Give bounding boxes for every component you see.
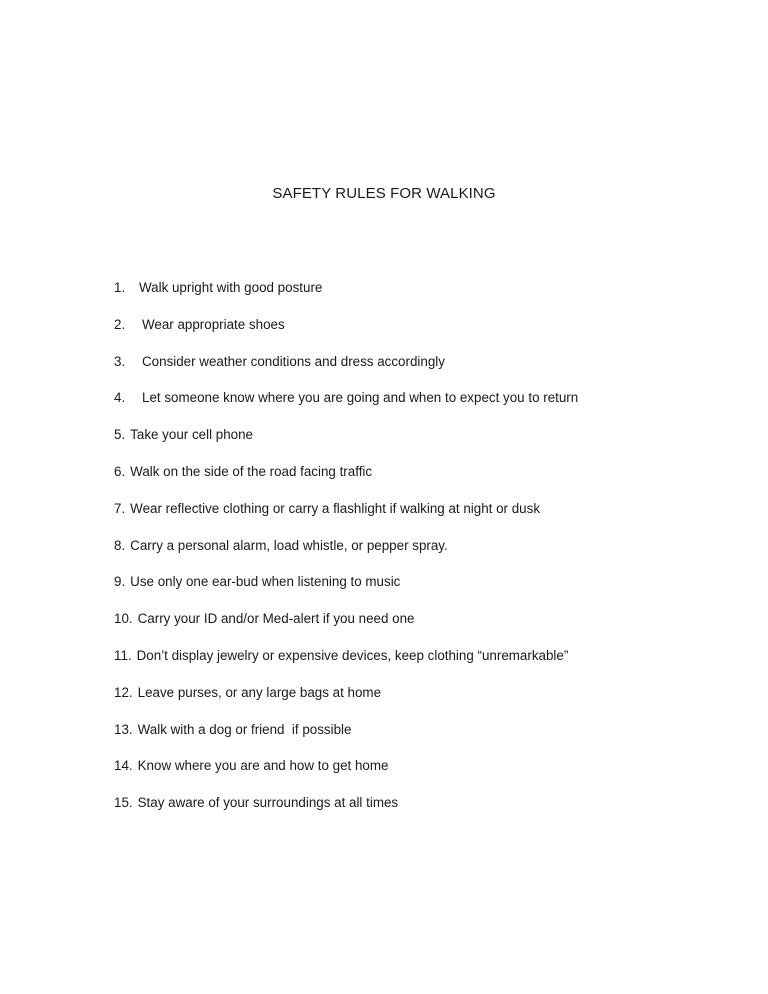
list-item bbox=[114, 352, 578, 389]
list-item bbox=[114, 278, 578, 315]
list-item-number: 8. bbox=[114, 537, 126, 553]
list-item-text: Take your cell phone bbox=[130, 427, 253, 443]
list-item-number: 5. bbox=[114, 427, 126, 443]
list-item-number: 9. bbox=[114, 574, 126, 590]
list-item-text: Walk on the side of the road facing traffic bbox=[130, 463, 373, 479]
safety-rules-list bbox=[114, 278, 578, 830]
list-item-number: 2. bbox=[114, 316, 126, 332]
list-item-text: Let someone know where you are going and when to expect you to return bbox=[142, 390, 579, 406]
list-item bbox=[114, 609, 578, 646]
list-item-number: 14. bbox=[114, 758, 133, 774]
list-item bbox=[114, 536, 578, 573]
page-title: SAFETY RULES FOR WALKING bbox=[272, 185, 496, 202]
list-item bbox=[114, 388, 578, 425]
list-item-text: Walk upright with good posture bbox=[139, 280, 323, 295]
list-item-number: 12. bbox=[114, 684, 133, 700]
list-item-number: 15. bbox=[114, 795, 133, 811]
list-item-number: 1. bbox=[114, 280, 126, 295]
list-item bbox=[114, 425, 578, 462]
list-item-text: Walk with a dog or friend if possible bbox=[137, 721, 352, 737]
list-item-number: 4. bbox=[114, 390, 126, 406]
list-item-number: 13. bbox=[114, 721, 133, 737]
list-item bbox=[114, 720, 578, 757]
list-item-text: Know where you are and how to get home bbox=[137, 758, 389, 774]
list-item bbox=[114, 793, 578, 830]
list-item-text: Stay aware of your surroundings at all times bbox=[137, 795, 399, 811]
list-item-number: 11. bbox=[114, 647, 132, 663]
list-item-text: Wear appropriate shoes bbox=[142, 316, 285, 332]
list-item-text: Leave purses, or any large bags at home bbox=[137, 684, 382, 700]
list-item-text: Don’t display jewelry or expensive devices, keep clothing “unremarkable” bbox=[136, 647, 569, 663]
list-item bbox=[114, 683, 578, 720]
list-item-text: Use only one ear-bud when listening to music bbox=[130, 574, 401, 590]
list-item bbox=[114, 499, 578, 536]
list-item bbox=[114, 462, 578, 499]
list-item-number: 10. bbox=[114, 611, 133, 627]
list-item-text: Carry your ID and/or Med-alert if you need one bbox=[137, 611, 415, 627]
list-item-number: 6. bbox=[114, 463, 126, 479]
list-item-number: 3. bbox=[114, 353, 126, 369]
list-item-number: 7. bbox=[114, 500, 126, 516]
list-item-text: Carry a personal alarm, load whistle, or pepper spray. bbox=[130, 537, 448, 553]
list-item-text: Consider weather conditions and dress accordingly bbox=[142, 353, 445, 369]
list-item bbox=[114, 646, 578, 683]
list-item bbox=[114, 315, 578, 352]
list-item bbox=[114, 756, 578, 793]
list-item-text: Wear reflective clothing or carry a flashlight if walking at night or dusk bbox=[130, 500, 541, 516]
list-item bbox=[114, 572, 578, 609]
